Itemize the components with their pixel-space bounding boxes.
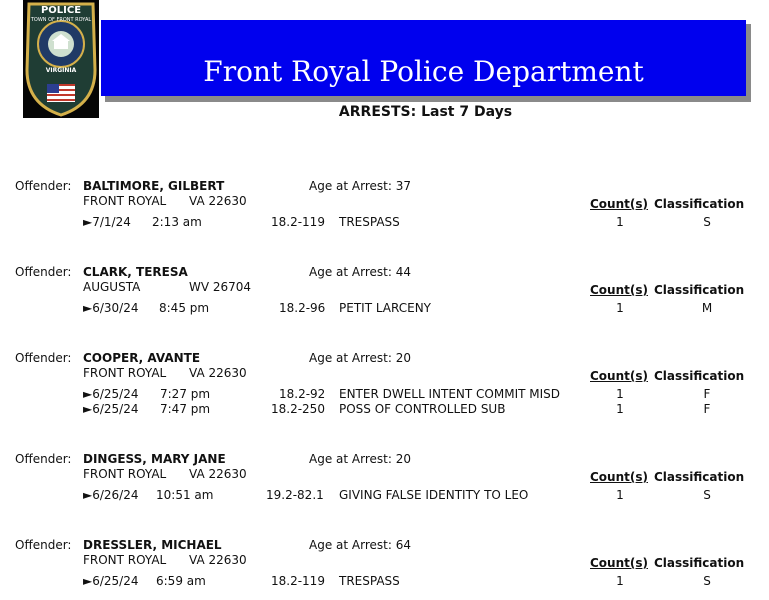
offender-label: Offender: [15,179,72,193]
age-value: 20 [395,452,411,466]
offender-name: CLARK, TERESA [83,265,188,279]
charge-time: 6:59 am [156,574,206,588]
offender-city: FRONT ROYAL [83,553,167,567]
charge-class: F [703,387,711,401]
charge-class: S [703,488,711,502]
counts-header: Count(s) [590,369,648,383]
badge-top-text: POLICE [40,5,82,16]
charge-date: ►7/1/24 [83,215,131,229]
age-label: Age at Arrest: 20 [309,351,411,365]
charge-offense: PETIT LARCENY [339,301,432,315]
page-title: Front Royal Police Department [203,55,644,88]
charge-class: F [703,402,711,416]
counts-header: Count(s) [590,470,648,484]
offender-state-zip: VA 22630 [189,467,247,481]
offender-name: BALTIMORE, GILBERT [83,179,225,193]
charge-time: 2:13 am [152,215,202,229]
classification-header: Classification [654,283,745,297]
charge-code: 18.2-96 [279,301,326,315]
charge-code: 18.2-119 [271,215,325,229]
classification-header: Classification [654,556,745,570]
counts-header: Count(s) [590,197,648,211]
charge-count: 1 [616,574,624,588]
charge-date: ►6/25/24 [83,402,139,416]
offender-label: Offender: [15,351,72,365]
age-value: 44 [395,265,411,279]
offender-name: DINGESS, MARY JANE [83,452,226,466]
charge-count: 1 [616,215,624,229]
classification-header: Classification [654,197,745,211]
age-value: 64 [395,538,411,552]
offender-city: FRONT ROYAL [83,467,167,481]
page-subtitle: ARRESTS: Last 7 Days [338,104,513,120]
offender-city: AUGUSTA [83,280,141,294]
offender-label: Offender: [15,538,72,552]
offender-name: DRESSLER, MICHAEL [83,538,222,552]
charge-date: ►6/30/24 [83,301,139,315]
offender-state-zip: VA 22630 [189,553,247,567]
charge-time: 10:51 am [156,488,214,502]
age-value: 20 [395,351,411,365]
offender-city: FRONT ROYAL [83,366,167,380]
charge-count: 1 [616,402,624,416]
counts-header: Count(s) [590,283,648,297]
charge-code: 18.2-250 [271,402,325,416]
age-label: Age at Arrest: 20 [309,452,411,466]
charge-time: 7:27 pm [160,387,211,401]
age-label: Age at Arrest: 44 [309,265,411,279]
charge-offense: ENTER DWELL INTENT COMMIT MISD [339,387,561,401]
offender-name: COOPER, AVANTE [83,351,201,365]
charge-offense: GIVING FALSE IDENTITY TO LEO [339,488,529,502]
charge-code: 18.2-92 [279,387,326,401]
charge-offense: TRESPASS [339,215,400,229]
charge-count: 1 [616,301,624,315]
charge-code: 18.2-119 [271,574,325,588]
police-badge-icon [23,0,99,118]
badge-bottom-text: VIRGINIA [45,67,77,74]
charge-date: ►6/25/24 [83,387,139,401]
age-label: Age at Arrest: 64 [309,538,411,552]
offender-label: Offender: [15,452,72,466]
offender-state-zip: VA 22630 [189,366,247,380]
charge-time: 8:45 pm [159,301,210,315]
offender-state-zip: VA 22630 [189,194,247,208]
counts-header: Count(s) [590,556,648,570]
classification-header: Classification [654,369,745,383]
charge-time: 7:47 pm [160,402,211,416]
offender-city: FRONT ROYAL [83,194,167,208]
charge-date: ►6/26/24 [83,488,139,502]
charge-class: S [703,574,711,588]
charge-class: S [703,215,711,229]
classification-header: Classification [654,470,745,484]
offender-label: Offender: [15,265,72,279]
badge-ring-text: TOWN OF FRONT ROYAL [30,17,92,23]
charge-offense: TRESPASS [339,574,400,588]
charge-count: 1 [616,488,624,502]
charge-class: M [701,301,713,315]
charge-date: ►6/25/24 [83,574,139,588]
age-label: Age at Arrest: 37 [309,179,411,193]
age-value: 37 [395,179,411,193]
offender-state-zip: WV 26704 [189,280,252,294]
charge-code: 19.2-82.1 [266,488,324,502]
charge-offense: POSS OF CONTROLLED SUB [339,402,506,416]
charge-count: 1 [616,387,624,401]
